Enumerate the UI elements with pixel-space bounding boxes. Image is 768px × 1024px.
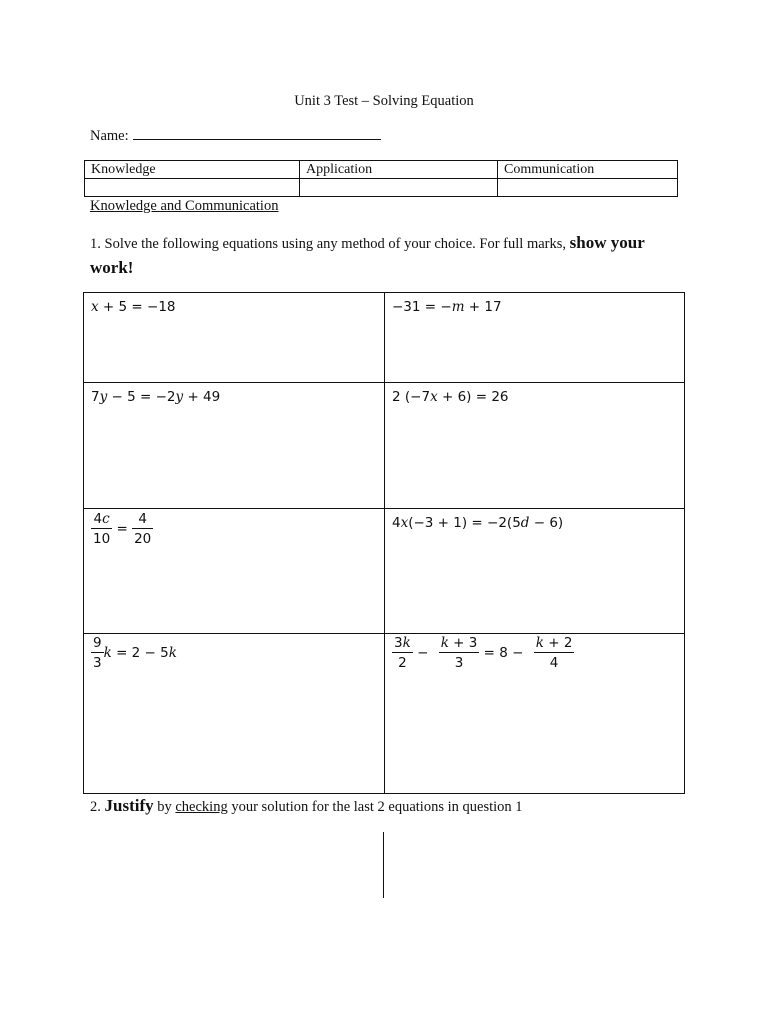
- equation-cell-1[interactable]: [84, 293, 384, 382]
- eq6-p2: (−3 + 1) = −2(5: [408, 515, 521, 531]
- equation-cell-3[interactable]: [84, 383, 384, 508]
- name-field[interactable]: [90, 127, 381, 145]
- eq6-p3: − 6): [529, 515, 564, 531]
- question-2: [90, 796, 523, 816]
- question-2-number: 2.: [90, 799, 101, 815]
- marks-table: [84, 160, 678, 197]
- marks-score-communication[interactable]: [498, 179, 678, 197]
- equation-cell-6[interactable]: [385, 509, 685, 633]
- name-label: Name:: [90, 128, 129, 144]
- eq5-num1-var: c: [102, 511, 110, 527]
- eq8-n1-coef: 3: [394, 635, 403, 651]
- eq5-fraction-2: [132, 511, 153, 547]
- eq8-n2-var: k: [440, 635, 449, 651]
- eq8-n3-rest: + 2: [543, 635, 573, 651]
- eq8-fraction-1: [392, 635, 413, 671]
- eq1-rest: + 5 = −18: [98, 299, 176, 315]
- eq2-prefix: −31 = −: [392, 299, 452, 315]
- eq1-var: x: [91, 299, 99, 315]
- eq3-v1: y: [99, 389, 108, 405]
- eq5-fraction-1: [91, 511, 112, 547]
- eq8-n2-rest: + 3: [448, 635, 478, 651]
- equation-cell-4[interactable]: [385, 383, 685, 508]
- eq5-num2: 4: [132, 511, 153, 529]
- eq3-v2: y: [175, 389, 184, 405]
- equation-cell-7[interactable]: [84, 634, 384, 793]
- eq8-fraction-2: [439, 635, 480, 671]
- question-2-emphasis: Justify: [104, 796, 154, 815]
- question-2-by: by: [157, 799, 172, 815]
- question-1-number: 1.: [90, 236, 101, 252]
- eq5-den2: 20: [134, 531, 152, 547]
- equation-grid: [83, 292, 685, 794]
- equation-7: [91, 635, 177, 671]
- equation-8: [392, 635, 574, 671]
- question-2-underlined: checking: [175, 799, 228, 815]
- eq8-fraction-3: [534, 635, 575, 671]
- eq4-p2: + 6) = 26: [437, 389, 509, 405]
- equation-cell-2[interactable]: [385, 293, 685, 382]
- eq7-p2: = 2 − 5: [111, 645, 169, 661]
- eq8-minus: −: [417, 645, 429, 661]
- marks-score-row: [85, 179, 678, 197]
- marks-header-communication: Communication: [498, 161, 678, 179]
- eq4-p1: 2 (−7: [392, 389, 431, 405]
- eq3-p1: 7: [91, 389, 100, 405]
- eq2-rest: + 17: [464, 299, 502, 315]
- eq8-n1-var: k: [402, 635, 411, 651]
- marks-header-row: [85, 161, 678, 179]
- eq3-p3: + 49: [183, 389, 221, 405]
- marks-score-application[interactable]: [300, 179, 498, 197]
- question-1-text: Solve the following equations using any method of your choice. For full marks,: [104, 236, 567, 252]
- eq3-p2: − 5 = −2: [107, 389, 176, 405]
- eq8-d3: 4: [549, 655, 559, 671]
- eq5-num1-coef: 4: [93, 511, 103, 527]
- equation-1: [91, 299, 176, 315]
- equation-cell-5[interactable]: [84, 509, 384, 633]
- eq8-n3-var: k: [535, 635, 544, 651]
- eq5-equals: =: [116, 521, 128, 537]
- marks-header-application: Application: [300, 161, 498, 179]
- equation-4: [392, 389, 509, 405]
- eq2-var: m: [451, 299, 465, 315]
- eq8-d1: 2: [398, 655, 407, 671]
- name-blank-line[interactable]: [133, 127, 381, 140]
- marks-score-knowledge[interactable]: [85, 179, 300, 197]
- eq6-v2: d: [520, 515, 530, 531]
- equation-2: [392, 299, 502, 315]
- eq7-v2: k: [168, 645, 177, 661]
- marks-header-knowledge: Knowledge: [85, 161, 300, 179]
- eq7-var: k: [103, 645, 112, 661]
- page-title: Unit 3 Test – Solving Equation: [294, 93, 474, 109]
- eq8-equals: = 8 −: [483, 645, 524, 661]
- question-1-emphasis: show your work!: [90, 233, 645, 277]
- eq8-d2: 3: [454, 655, 464, 671]
- eq4-v1: x: [430, 389, 438, 405]
- equation-5: [91, 511, 153, 547]
- eq7-num: 9: [93, 635, 102, 651]
- equation-3: [91, 389, 220, 405]
- eq6-p1: 4: [392, 515, 401, 531]
- eq5-den1: 10: [93, 531, 111, 547]
- eq6-v1: x: [400, 515, 409, 531]
- question-2-text: your solution for the last 2 equations in question 1: [231, 799, 523, 815]
- question-1: [90, 231, 690, 281]
- equation-6: [392, 515, 563, 531]
- equation-cell-8[interactable]: [385, 634, 685, 793]
- answer-area-divider: [383, 832, 384, 898]
- eq7-den: 3: [93, 655, 102, 671]
- eq7-fraction: [91, 635, 104, 671]
- section-heading: Knowledge and Communication: [90, 198, 279, 214]
